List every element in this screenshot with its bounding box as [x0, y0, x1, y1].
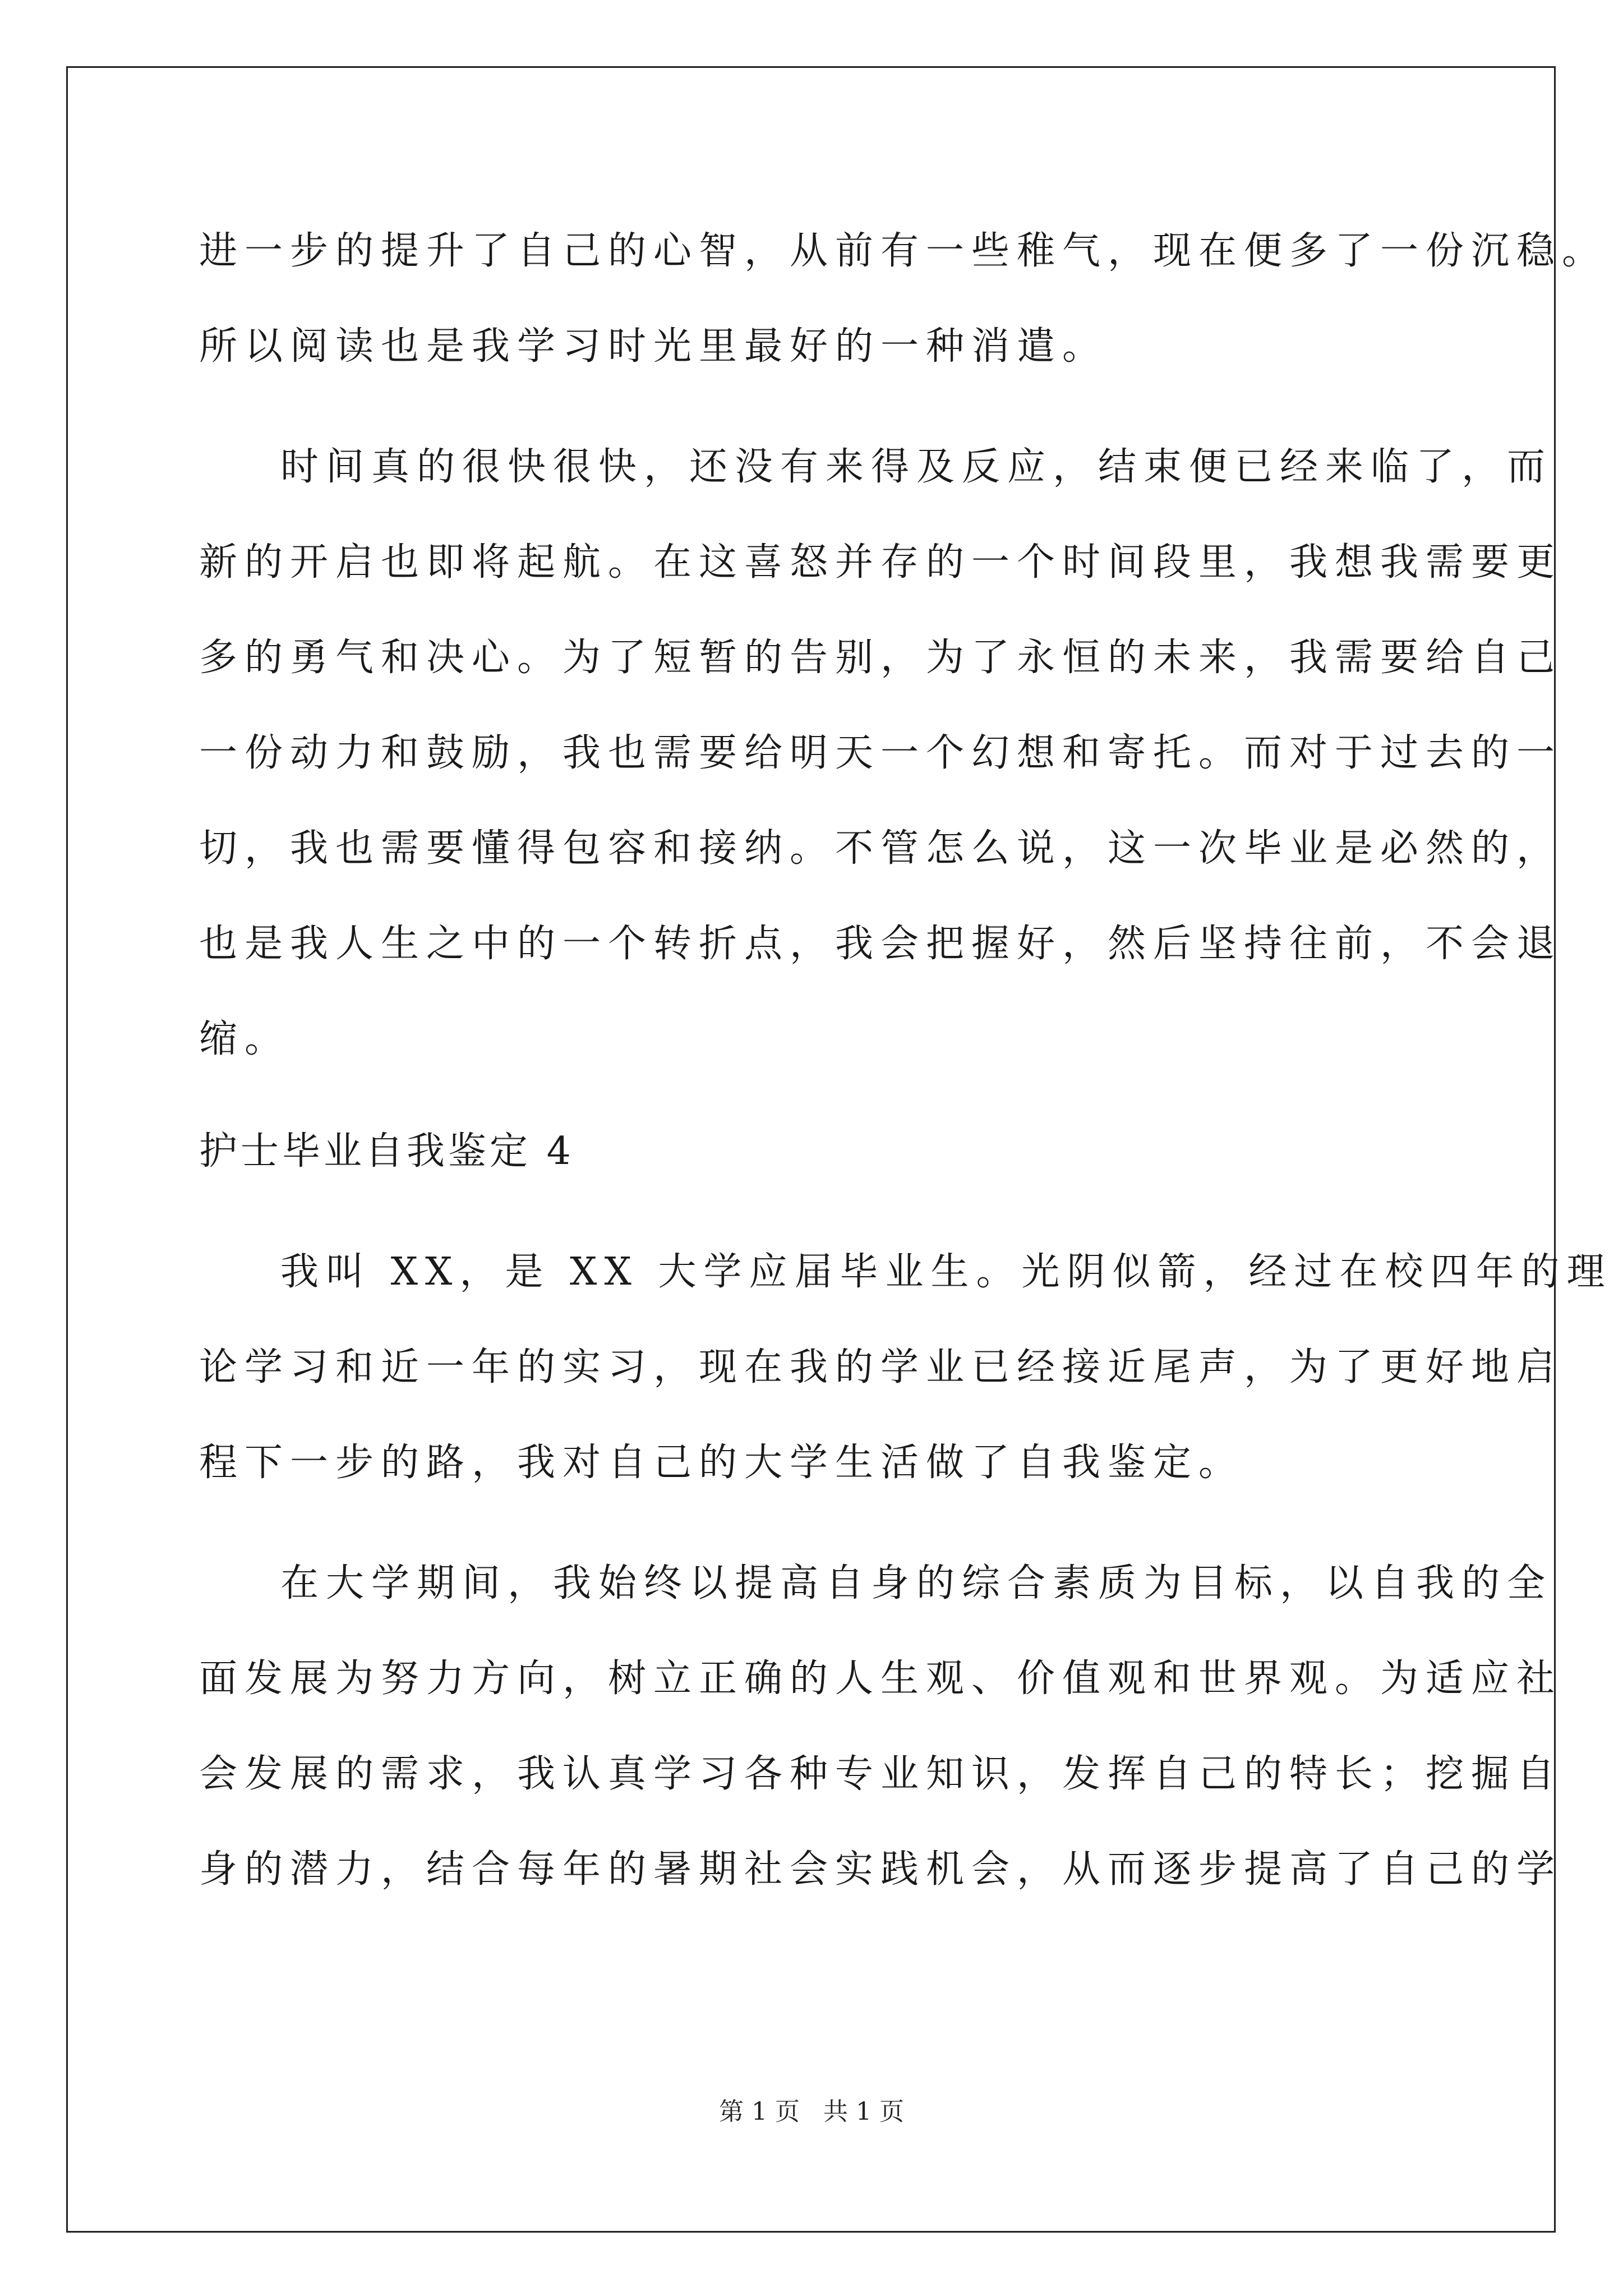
body-text-line: 进一步的提升了自己的心智，从前有一些稚气，现在便多了一份沉稳。 — [199, 229, 1608, 273]
body-text-line: 论学习和近一年的实习，现在我的学业已经接近尾声，为了更好地启 — [199, 1345, 1562, 1389]
body-text-line: 在大学期间，我始终以提高自身的综合素质为目标，以自我的全 — [280, 1561, 1553, 1605]
body-text-line: 会发展的需求，我认真学习各种专业知识，发挥自己的特长；挖掘自 — [199, 1752, 1562, 1796]
body-text-line: 身的潜力，结合每年的暑期社会实践机会，从而逐步提高了自己的学 — [199, 1847, 1562, 1892]
body-text-line: 新的开启也即将起航。在这喜怒并存的一个时间段里，我想我需要更 — [199, 540, 1562, 585]
body-text-line: 也是我人生之中的一个转折点，我会把握好，然后坚持往前，不会退 — [199, 922, 1562, 966]
body-text-line: 切，我也需要懂得包容和接纳。不管怎么说，这一次毕业是必然的， — [199, 826, 1562, 871]
body-text-line: 缩。 — [199, 1017, 291, 1061]
body-text-line: 面发展为努力方向，树立正确的人生观、价值观和世界观。为适应社 — [199, 1657, 1562, 1701]
body-text-line: 多的勇气和决心。为了短暂的告别，为了永恒的未来，我需要给自己 — [199, 636, 1562, 680]
body-text-line: 所以阅读也是我学习时光里最好的一种消遣。 — [199, 324, 1108, 369]
body-text-line: 程下一步的路，我对自己的大学生活做了自我鉴定。 — [199, 1441, 1244, 1485]
body-text-line: 一份动力和鼓励，我也需要给明天一个幻想和寄托。而对于过去的一 — [199, 731, 1562, 775]
body-text-line: 时间真的很快很快，还没有来得及反应，结束便已经来临了，而 — [280, 445, 1553, 489]
body-text-line: 我叫 XX，是 XX 大学应届毕业生。光阴似箭，经过在校四年的理 — [280, 1250, 1612, 1294]
page-footer: 第 1 页 共 1 页 — [719, 2097, 904, 2126]
section-heading: 护士毕业自我鉴定 4 — [199, 1129, 574, 1174]
